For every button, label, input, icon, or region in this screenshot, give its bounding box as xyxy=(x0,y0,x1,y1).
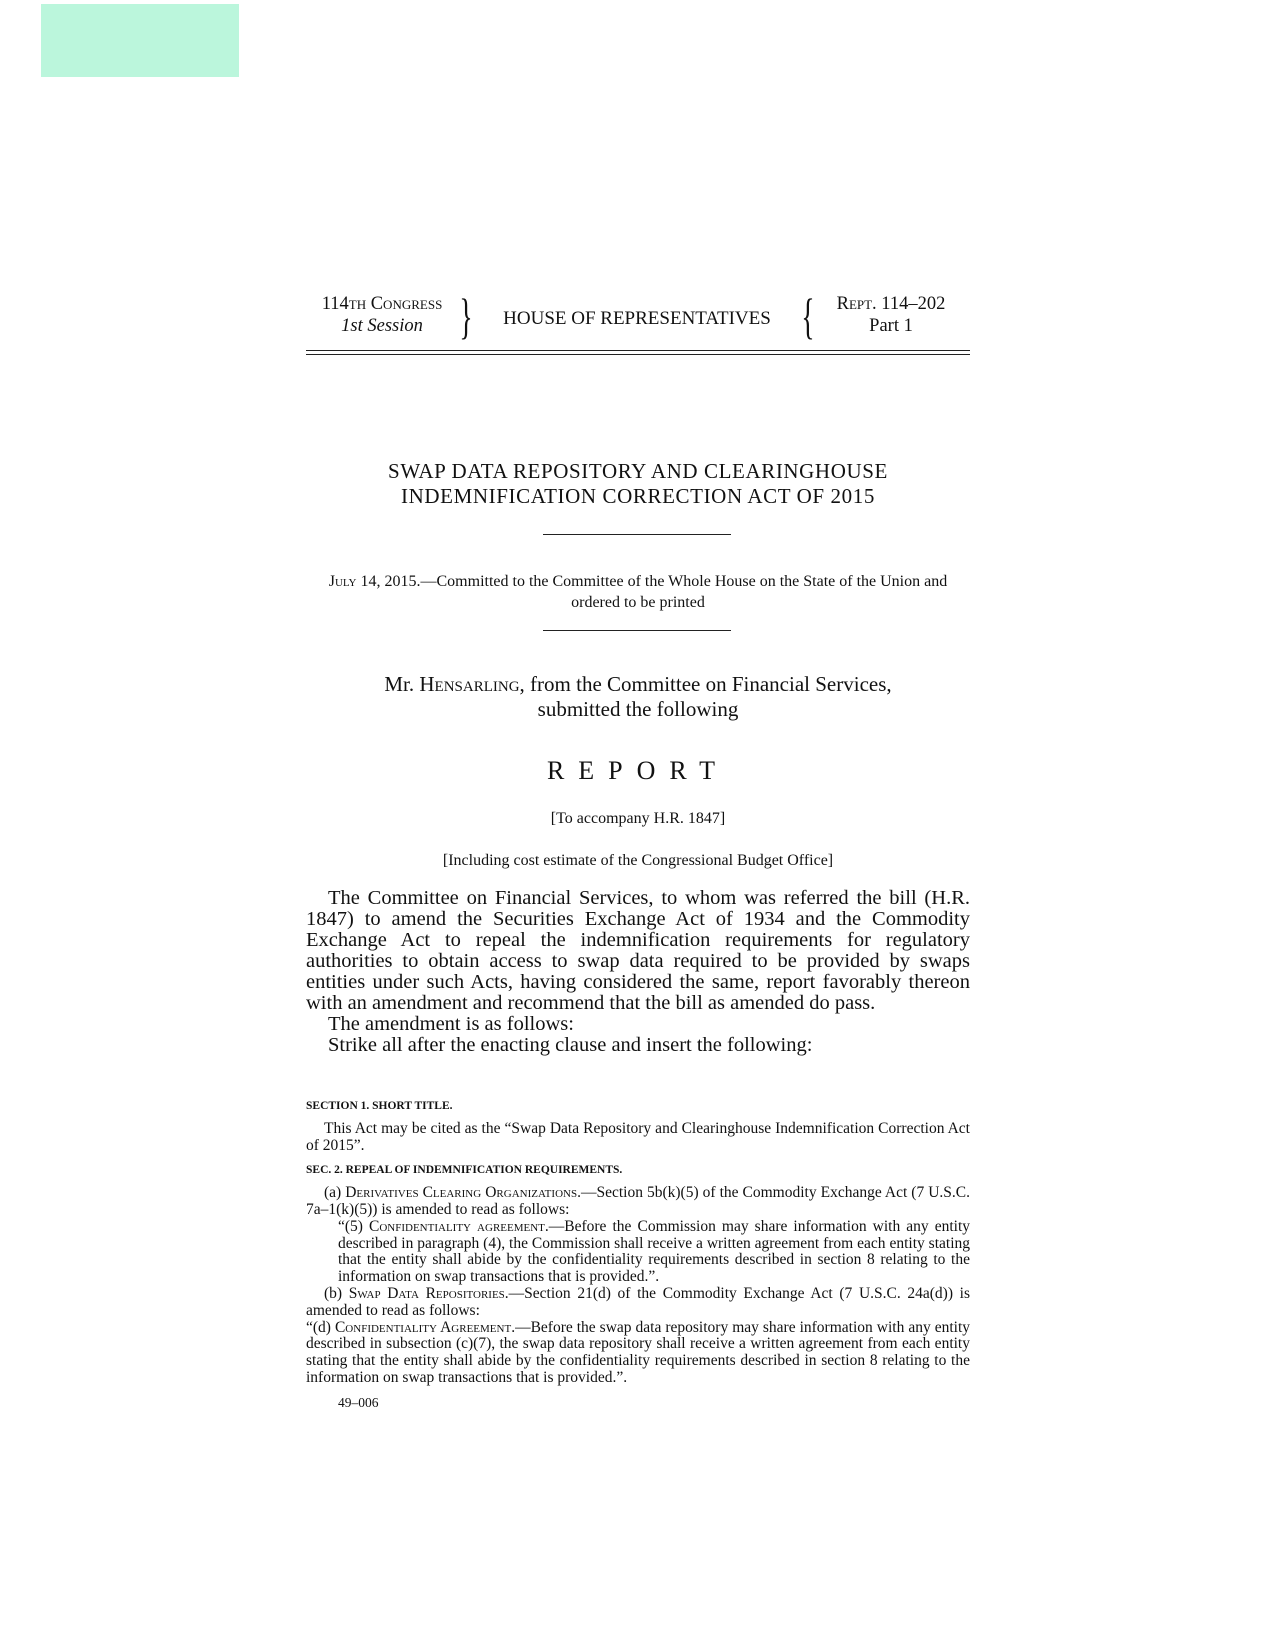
left-brace: { xyxy=(801,288,815,344)
right-brace: } xyxy=(459,288,473,344)
quoted-d-caption: Confidentiality Agreement xyxy=(334,1318,512,1336)
presenter-prefix: Mr. xyxy=(384,672,420,696)
divider-rule-1 xyxy=(543,534,731,535)
subsection-b xyxy=(306,1286,970,1320)
highlight-stamp xyxy=(41,4,239,77)
report-part: Part 1 xyxy=(869,316,913,336)
section-2-heading: SEC. 2. REPEAL OF INDEMNIFICATION REQUIREMENTS. xyxy=(306,1164,623,1177)
presenter-line-2: submitted the following xyxy=(537,697,739,721)
report-body xyxy=(306,888,970,1056)
subsection-b-label: (b) xyxy=(324,1284,349,1302)
section-1-heading: SECTION 1. SHORT TITLE. xyxy=(306,1100,453,1112)
subsection-a-label: (a) xyxy=(324,1184,346,1202)
quoted-5-text: .—Before the Commission may share information with any entity described in paragraph (4), the Commission shall receive a written agreement from each entity stating that the entity shall abide by the confidentiality requirements described in section 8 relating to the information on swap transactions that is provided.”. xyxy=(338,1217,971,1286)
header-rule xyxy=(306,350,970,355)
chamber-label: HOUSE OF REPRESENTATIVES xyxy=(503,308,771,329)
report-heading: REPORT xyxy=(546,756,730,785)
divider-rule-2 xyxy=(543,630,731,631)
quoted-subsection-d xyxy=(306,1320,970,1387)
committal-note xyxy=(306,571,970,613)
subsection-a xyxy=(306,1185,970,1219)
presenter-statement xyxy=(306,672,970,722)
quoted-d-text: .—Before the swap data repository may share information with any entity described in subsection (c)(7), the swap data repository shall receive a written agreement from each entity stating that the entity shall abide by the confidentiality requirements described in section 8 relating to the information on swap transactions that is provided.”. xyxy=(306,1318,971,1386)
amendment-text xyxy=(306,1096,970,1412)
footer-code: 49–006 xyxy=(338,1394,379,1410)
subsection-a-caption: Derivatives Clearing Organizations xyxy=(345,1184,578,1202)
title-line-1: SWAP DATA REPOSITORY AND CLEARINGHOUSE xyxy=(388,459,888,483)
committal-date: July 14, 2015 xyxy=(328,573,417,590)
quoted-d-label: “(d) xyxy=(306,1318,335,1336)
report-header xyxy=(306,288,970,344)
body-paragraph-1: The Committee on Financial Services, to whom was referred the bill (H.R. 1847) to amend the Securities Exchange Act of 1934 and the Commodity Exchange Act to repeal the indemnification requirements for regulatory authorities to obtain access to swap data required to be provided by swaps entities under such Acts, having considered the same, report favorably thereon with an amendment and recommend that the bill as amended do pass. xyxy=(306,887,970,1014)
presenter-committee: , from the Committee on Financial Services, xyxy=(519,672,892,696)
presenter-line-1 xyxy=(306,672,970,697)
session-label: 1st Session xyxy=(341,316,423,336)
section-1-text: This Act may be cited as the “Swap Data Repository and Clearinghouse Indemnification Correction Act of 2015”. xyxy=(306,1119,970,1154)
quoted-paragraph-5 xyxy=(306,1219,970,1286)
title-line-2: INDEMNIFICATION CORRECTION ACT OF 2015 xyxy=(401,484,875,508)
congress-label: 114th Congress xyxy=(321,294,443,314)
congress-session xyxy=(306,293,458,337)
body-paragraph-2: The amendment is as follows: xyxy=(328,1013,574,1035)
subsection-b-text: .—Section 21(d) of the Commodity Exchange Act (7 U.S.C. 24a(d)) is amended to read as follows: xyxy=(306,1284,970,1319)
subsection-b-caption: Swap Data Repositories xyxy=(348,1284,505,1302)
presenter-name: Hensarling xyxy=(419,672,520,696)
body-paragraph-3: Strike all after the enacting clause and insert the following: xyxy=(328,1034,813,1056)
committal-text: .—Committed to the Committee of the Whole House on the State of the Union and ordered to be printed xyxy=(416,573,948,611)
report-number-block xyxy=(816,293,966,337)
quoted-5-caption: Confidentiality agreement xyxy=(369,1217,545,1235)
quoted-5-label: “(5) xyxy=(338,1217,370,1235)
cbo-note: [Including cost estimate of the Congressional Budget Office] xyxy=(442,852,834,869)
accompany-note: [To accompany H.R. 1847] xyxy=(550,810,726,827)
report-title xyxy=(306,459,970,509)
report-number: Rept. 114–202 xyxy=(836,294,946,314)
subsection-a-text: .—Section 5b(k)(5) of the Commodity Exchange Act (7 U.S.C. 7a–1(k)(5)) is amended to read as follows: xyxy=(306,1184,971,1218)
